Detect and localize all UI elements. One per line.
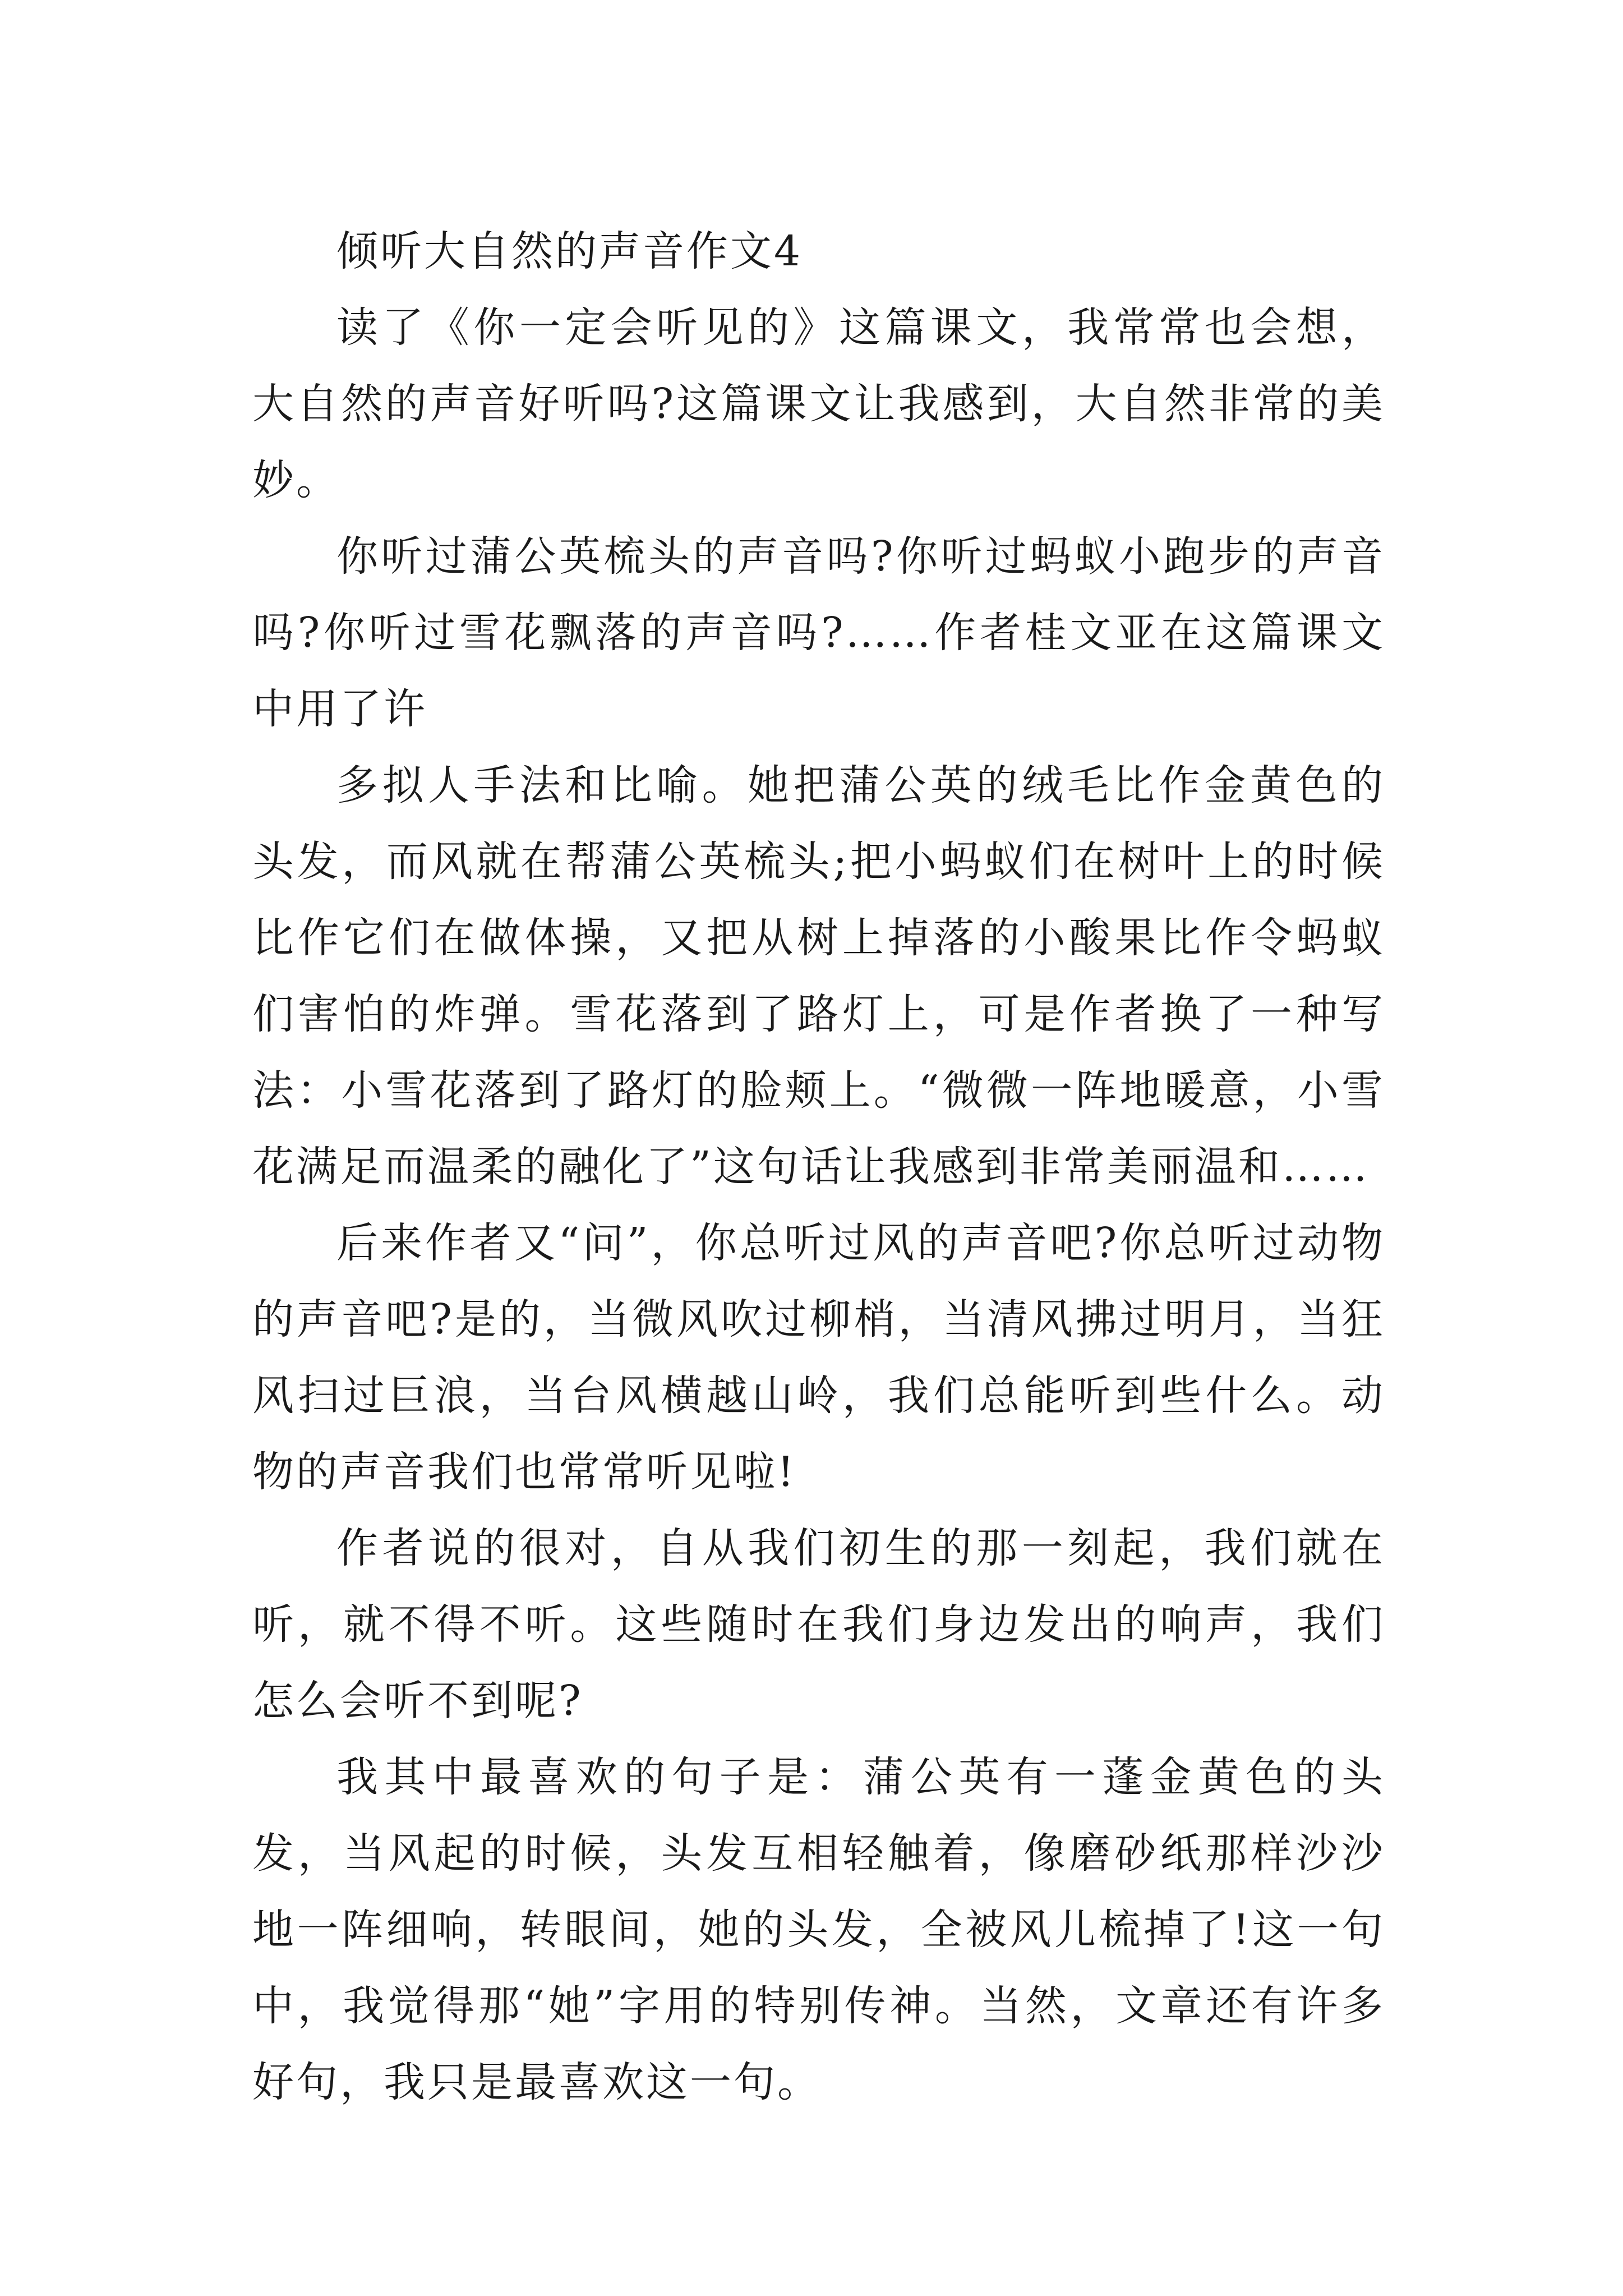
document-title: 倾听大自然的声音作文4 (336, 227, 803, 275)
paragraph-2: 你听过蒲公英梳头的声音吗?你听过蚂蚁小跑步的声音吗?你听过雪花飘落的声音吗?……作者桂文亚在这篇课文中用了许 (252, 532, 1385, 733)
paragraph-5: 作者说的很对，自从我们初生的那一刻起，我们就在听，就不得不听。这些随时在我们身边发出的响声，我们怎么会听不到呢? (252, 1524, 1385, 1725)
paragraph-4: 后来作者又“问”，你总听过风的声音吧?你总听过动物的声音吧?是的，当微风吹过柳梢，当清风拂过明月，当狂风扫过巨浪，当台风横越山岭，我们总能听到些什么。动物的声音我们也常常听见啦! (252, 1219, 1385, 1496)
document-body (252, 213, 1385, 2120)
paragraph-3: 多拟人手法和比喻。她把蒲公英的绒毛比作金黄色的头发，而风就在帮蒲公英梳头;把小蚂蚁们在树叶上的时候比作它们在做体操，又把从树上掉落的小酸果比作令蚂蚁们害怕的炸弹。雪花落到了路灯上，可是作者换了一种写法：小雪花落到了路灯的脸颊上。“微微一阵地暖意，小雪花满足而温柔的融化了”这句话让我感到非常美丽温和…… (252, 761, 1385, 1191)
paragraph-1: 读了《你一定会听见的》这篇课文，我常常也会想，大自然的声音好听吗?这篇课文让我感到，大自然非常的美妙。 (252, 303, 1385, 504)
paragraph-6: 我其中最喜欢的句子是：蒲公英有一蓬金黄色的头发，当风起的时候，头发互相轻触着，像磨砂纸那样沙沙地一阵细响，转眼间，她的头发，全被风儿梳掉了!这一句中，我觉得那“她”字用的特别传神。当然，文章还有许多好句，我只是最喜欢这一句。 (252, 1753, 1385, 2106)
